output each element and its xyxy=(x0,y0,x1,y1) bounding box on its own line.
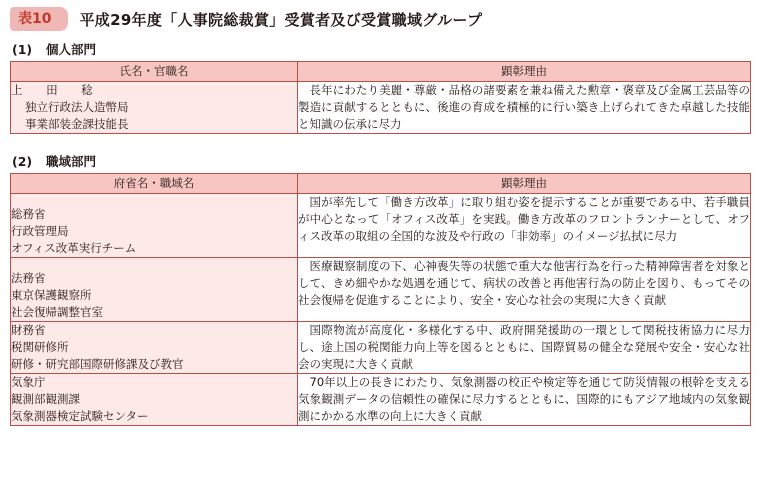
bureau-name: 観測部観測課 xyxy=(11,392,80,406)
award-reason: 医療観察制度の下、心神喪失等の状態で重大な他害行為を行った精神障害者を対象として、きめ細やかな処遇を通じて、病状の改善と再他害行為の防止を図り、もってその社会復帰を促進することにより、安全・安心な社会の実現に大きく貢献 xyxy=(298,258,751,322)
individual-awards-table xyxy=(10,61,751,134)
team-name: 気象測器検定試験センター xyxy=(11,409,149,423)
ministry-name: 財務省 xyxy=(11,323,46,337)
group-cell xyxy=(11,322,298,374)
page-title: 平成29年度「人事院総裁賞」受賞者及び受賞職域グループ xyxy=(79,10,483,29)
table-row xyxy=(11,322,751,374)
column-header-name: 氏名・官職名 xyxy=(11,62,298,82)
table-row xyxy=(11,258,751,322)
award-reason: 国が率先して「働き方改革」に取り組む姿を提示することが重要である中、若手職員が中心となって「オフィス改革」を実践。働き方改革のフロントランナーとして、オフィス改革の取組の全国的な波及や行政の「非効率」のイメージ払拭に尽力 xyxy=(298,194,751,258)
section-heading-groups xyxy=(12,152,96,170)
section-number: (2) xyxy=(12,154,33,169)
bureau-name: 行政管理局 xyxy=(11,224,69,238)
group-cell xyxy=(11,258,298,322)
group-cell xyxy=(11,194,298,258)
table-header xyxy=(10,6,482,32)
section-heading-individual xyxy=(12,40,96,58)
bureau-name: 東京保護観察所 xyxy=(11,288,92,302)
ministry-name: 法務省 xyxy=(11,271,46,285)
ministry-name: 総務省 xyxy=(11,207,46,221)
award-reason: 長年にわたり美麗・尊厳・品格の諸要素を兼ね備えた勲章・褒章及び金属工芸品等の製造に貢献するとともに、後進の育成を積極的に行い築き上げられてきた卓越した技能と知識の伝承に尽力 xyxy=(298,82,751,134)
table-row xyxy=(11,374,751,426)
section-title: 個人部門 xyxy=(46,42,97,57)
table-number-badge: 表10 xyxy=(10,7,61,31)
section-title: 職域部門 xyxy=(46,154,97,169)
awardee-position: 事業部装金課技能長 xyxy=(25,117,129,131)
table-row xyxy=(11,194,751,258)
section-number: (1) xyxy=(12,42,33,57)
ministry-name: 気象庁 xyxy=(11,375,46,389)
table-row xyxy=(11,82,751,134)
table-header-row xyxy=(11,62,751,82)
award-reason: 70年以上の長きにわたり、気象測器の校正や検定等を通じて防災情報の根幹を支える気象観測データの信頼性の確保に尽力するとともに、国際的にもアジア地域内の気象観測にかかる水準の向上に大きく貢献 xyxy=(298,374,751,426)
column-header-reason: 顕彰理由 xyxy=(298,62,751,82)
column-header-name: 府省名・職域名 xyxy=(11,174,298,194)
column-header-reason: 顕彰理由 xyxy=(298,174,751,194)
group-awards-table xyxy=(10,173,751,426)
table-header-row xyxy=(11,174,751,194)
team-name: 研修・研究部国際研修課及び教官 xyxy=(11,357,184,371)
bureau-name: 税関研修所 xyxy=(11,340,69,354)
awardee-cell xyxy=(11,82,298,134)
group-cell xyxy=(11,374,298,426)
award-reason: 国際物流が高度化・多様化する中、政府開発援助の一環として関税技術協力に尽力し、途上国の税関能力向上等を図るとともに、国際貿易の健全な発展や安全・安心な社会の実現に大きく貢献 xyxy=(298,322,751,374)
team-name: オフィス改革実行チーム xyxy=(11,241,137,255)
team-name: 社会復帰調整官室 xyxy=(11,305,103,319)
awardee-name: 上 田 稔 xyxy=(11,83,103,97)
awardee-organization: 独立行政法人造幣局 xyxy=(25,100,129,114)
